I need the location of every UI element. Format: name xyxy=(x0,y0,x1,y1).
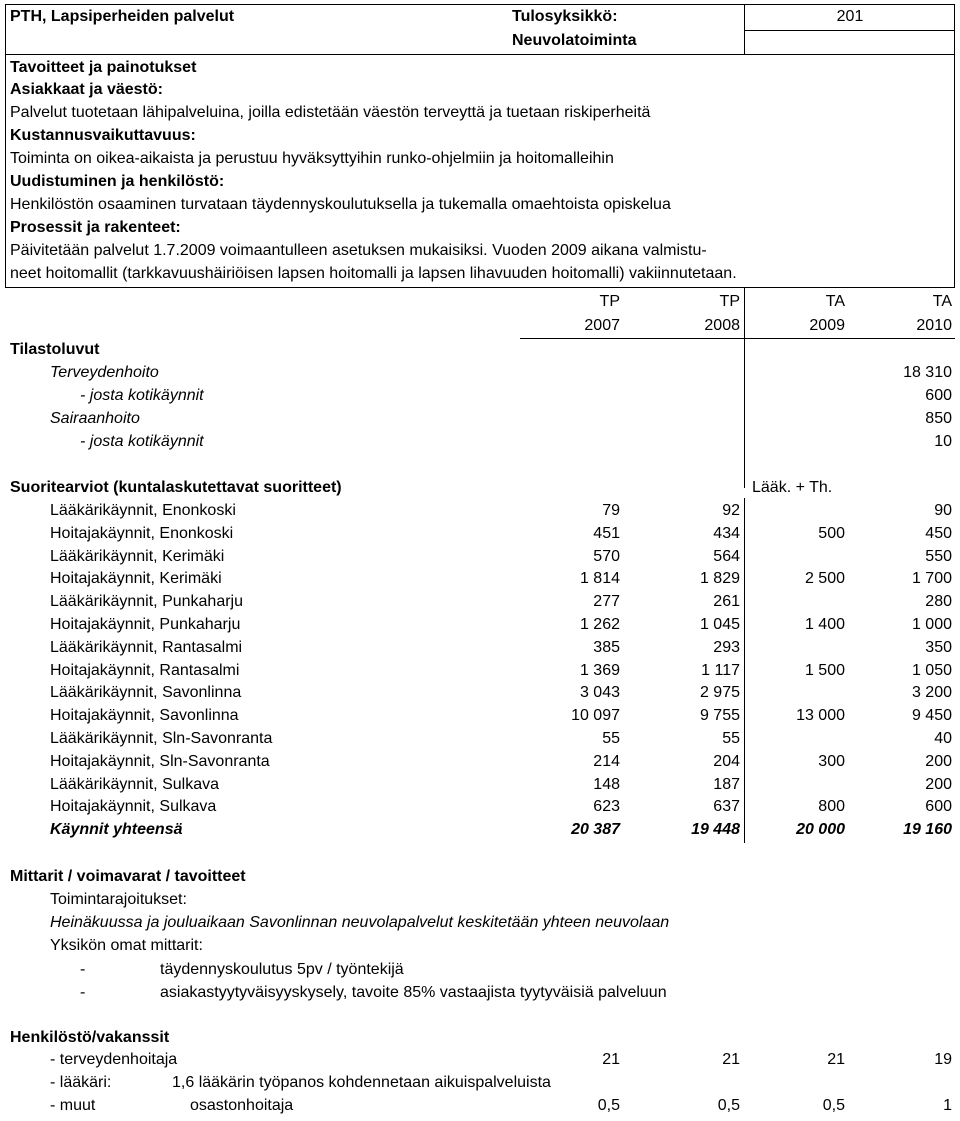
staff-row-value: 21 xyxy=(602,1051,620,1068)
performance-total-label: Käynnit yhteensä xyxy=(50,821,183,839)
stat-label: Terveydenhoito xyxy=(50,364,159,381)
goal-text-renewal: Henkilöstön osaaminen turvataan täydennyskoulutuksella ja tukemalla omaehtoista opiskelua xyxy=(10,196,671,213)
col-type-2007: TP xyxy=(599,293,620,310)
bullet-text-1: täydennyskoulutus 5pv / työntekijä xyxy=(160,961,404,978)
performance-row-label: Lääkärikäynnit, Savonlinna xyxy=(50,684,242,702)
performance-row-value: 13 000 xyxy=(796,707,845,725)
stat-value-2010: 850 xyxy=(925,410,952,427)
goal-text-cost: Toiminta on oikea-aikaista ja perustuu hyväksyttyihin runko-ohjelmiin ja hoitomalleihin xyxy=(10,150,614,167)
performance-row-value: 3 043 xyxy=(579,684,620,702)
goal-label-renewal: Uudistuminen ja henkilöstö: xyxy=(10,173,225,190)
header-code-underline xyxy=(744,30,955,31)
performance-row-label: Hoitajakäynnit, Enonkoski xyxy=(50,524,234,542)
cost-center-label: Tulosyksikkö: xyxy=(512,8,618,25)
performance-row-value: 200 xyxy=(925,752,952,770)
performance-row-value: 1 369 xyxy=(579,661,620,679)
staff-row-value: 0,5 xyxy=(597,1097,620,1114)
goal-text-customers: Palvelut tuotetaan lähipalveluina, joilla edistetään väestön terveyttä ja tuetaan riskiperheitä xyxy=(10,104,651,121)
restrictions-text: Heinäkuussa ja jouluaikaan Savonlinnan neuvolapalvelut keskitetään yhteen neuvolaan xyxy=(50,914,670,931)
staff-heading: Henkilöstö/vakanssit xyxy=(10,1029,170,1046)
performance-row-value: 500 xyxy=(818,524,845,542)
goal-label-cost: Kustannusvaikuttavuus: xyxy=(10,127,196,144)
header-top-border xyxy=(5,4,955,5)
performance-total-value: 19 448 xyxy=(691,821,740,839)
performance-row-value: 9 755 xyxy=(699,707,740,725)
performance-row-value: 385 xyxy=(593,638,620,656)
staff-row-value: 0,5 xyxy=(717,1097,740,1114)
own-metrics-label: Yksikön omat mittarit: xyxy=(50,937,203,954)
performance-row-value: 1 117 xyxy=(701,661,740,679)
cost-center-code: 201 xyxy=(836,8,864,25)
performance-row-value: 55 xyxy=(722,730,740,747)
performance-row-value: 40 xyxy=(934,730,952,747)
performance-row-value: 1 262 xyxy=(579,616,620,633)
col-type-2009: TA xyxy=(825,293,845,310)
col-type-2008: TP xyxy=(719,293,740,310)
goals-bottom-border xyxy=(5,287,955,288)
performance-row-value: 214 xyxy=(593,752,620,770)
performance-row-label: Hoitajakäynnit, Punkaharju xyxy=(50,616,241,633)
performance-row-value: 1 045 xyxy=(699,616,740,633)
bullet-dash-2: - xyxy=(80,984,86,1001)
staff-row-value: 1 xyxy=(943,1097,952,1114)
performance-row-value: 9 450 xyxy=(911,707,952,725)
bullet-text-2: asiakastyytyväisyyskysely, tavoite 85% vastaajista tyytyväisiä palveluun xyxy=(160,984,667,1001)
performance-row-value: 451 xyxy=(593,524,620,542)
performance-row-value: 300 xyxy=(818,752,845,770)
performance-total-value: 19 160 xyxy=(903,821,952,839)
unit-name: PTH, Lapsiperheiden palvelut xyxy=(10,8,235,25)
performance-row-value: 293 xyxy=(713,638,740,656)
performance-total-value: 20 387 xyxy=(571,821,620,839)
goal-label-customers: Asiakkaat ja väestö: xyxy=(10,81,163,98)
col-year-2008: 2008 xyxy=(704,317,740,334)
stat-label: - josta kotikäynnit xyxy=(80,387,204,404)
performance-row-value: 90 xyxy=(934,502,952,519)
col-year-2010: 2010 xyxy=(916,317,952,334)
staff-row-value: 21 xyxy=(722,1051,740,1068)
goal-text-process: Päivitetään palvelut 1.7.2009 voimaantulleen asetuksen mukaisiksi. Vuoden 2009 aikana valmistu- xyxy=(10,242,707,259)
staff-row-value: 21 xyxy=(827,1051,845,1068)
performance-row-value: 1 050 xyxy=(911,661,952,679)
goal-text-process-2: neet hoitomallit (tarkkavuushäiriöisen lapsen hoitomalli ja lapsen lihavuuden hoitomalli) vakiinnutetaan. xyxy=(10,265,737,282)
header-bottom-border xyxy=(5,54,955,55)
performance-row-label: Lääkärikäynnit, Enonkoski xyxy=(50,502,236,519)
performance-row-value: 2 975 xyxy=(699,684,740,702)
performance-row-value: 570 xyxy=(593,547,620,565)
stat-label: Sairaanhoito xyxy=(50,410,140,427)
performance-row-value: 148 xyxy=(593,775,620,793)
performance-row-label: Lääkärikäynnit, Punkaharju xyxy=(50,593,244,611)
performance-row-value: 10 097 xyxy=(571,707,620,725)
performance-row-value: 1 500 xyxy=(804,661,845,679)
staff-row-value: 0,5 xyxy=(822,1097,845,1114)
col-year-2009: 2009 xyxy=(809,317,845,334)
performance-row-value: 600 xyxy=(925,798,952,816)
performance-row-label: Lääkärikäynnit, Sln-Savonranta xyxy=(50,730,273,747)
stat-value-2010: 18 310 xyxy=(903,364,952,381)
goals-heading: Tavoitteet ja painotukset xyxy=(10,59,197,76)
performance-row-label: Lääkärikäynnit, Sulkava xyxy=(50,775,219,793)
header-left-border xyxy=(5,4,6,55)
stats-heading: Tilastoluvut xyxy=(10,341,100,358)
performance-row-value: 1 700 xyxy=(911,570,952,588)
staff-row-label: - lääkäri: xyxy=(50,1074,112,1091)
performance-row-value: 434 xyxy=(713,524,740,542)
restrictions-label: Toimintarajoitukset: xyxy=(50,891,187,908)
performance-row-value: 277 xyxy=(593,593,620,611)
performance-row-value: 550 xyxy=(925,547,952,565)
staff-row-label: - terveydenhoitaja xyxy=(50,1051,178,1068)
performance-row-label: Lääkärikäynnit, Kerimäki xyxy=(50,547,225,565)
performance-row-value: 1 814 xyxy=(579,570,620,588)
performance-row-value: 350 xyxy=(925,638,952,656)
performance-row-value: 92 xyxy=(722,502,740,519)
goals-left-border xyxy=(5,55,6,288)
performance-total-value: 20 000 xyxy=(796,821,845,839)
col-year-2007: 2007 xyxy=(584,317,620,334)
performance-row-value: 450 xyxy=(925,524,952,542)
performance-row-value: 637 xyxy=(713,798,740,816)
performance-row-label: Lääkärikäynnit, Rantasalmi xyxy=(50,638,243,656)
performance-note-2009: Lääk. + Th. xyxy=(752,479,833,496)
staff-row-detail: osastonhoitaja xyxy=(190,1097,294,1114)
staff-row-value: 19 xyxy=(934,1051,952,1068)
performance-row-value: 2 500 xyxy=(804,570,845,588)
col-type-2010: TA xyxy=(932,293,952,310)
performance-row-label: Hoitajakäynnit, Sln-Savonranta xyxy=(50,752,270,770)
performance-row-value: 79 xyxy=(602,502,620,519)
bullet-dash-1: - xyxy=(80,961,86,978)
performance-row-value: 204 xyxy=(713,752,740,770)
performance-row-value: 564 xyxy=(713,547,740,565)
performance-row-label: Hoitajakäynnit, Rantasalmi xyxy=(50,661,240,679)
cost-center-name: Neuvolatoiminta xyxy=(512,32,637,49)
performance-row-value: 1 829 xyxy=(699,570,740,588)
performance-row-value: 55 xyxy=(602,730,620,747)
column-header-underline xyxy=(520,338,955,339)
performance-row-label: Hoitajakäynnit, Savonlinna xyxy=(50,707,239,725)
staff-row-label: - muut xyxy=(50,1097,96,1114)
performance-row-label: Hoitajakäynnit, Kerimäki xyxy=(50,570,222,588)
performance-row-value: 187 xyxy=(713,775,740,793)
performance-heading: Suoritearviot (kuntalaskutettavat suoritteet) xyxy=(10,479,342,496)
metrics-heading: Mittarit / voimavarat / tavoitteet xyxy=(10,868,246,885)
performance-row-value: 261 xyxy=(713,593,740,611)
stat-value-2010: 10 xyxy=(934,433,952,450)
goal-label-process: Prosessit ja rakenteet: xyxy=(10,219,181,236)
performance-row-value: 623 xyxy=(593,798,620,816)
performance-row-value: 200 xyxy=(925,775,952,793)
goals-right-border xyxy=(954,55,955,288)
performance-row-value: 3 200 xyxy=(911,684,952,702)
staff-row-detail: 1,6 lääkärin työpanos kohdennetaan aikuispalveluista xyxy=(172,1074,551,1091)
stat-label: - josta kotikäynnit xyxy=(80,433,204,450)
performance-row-value: 280 xyxy=(925,593,952,611)
performance-row-value: 1 400 xyxy=(804,616,845,633)
performance-row-value: 800 xyxy=(818,798,845,816)
stat-value-2010: 600 xyxy=(925,387,952,404)
performance-row-value: 1 000 xyxy=(911,616,952,633)
performance-row-label: Hoitajakäynnit, Sulkava xyxy=(50,798,217,816)
